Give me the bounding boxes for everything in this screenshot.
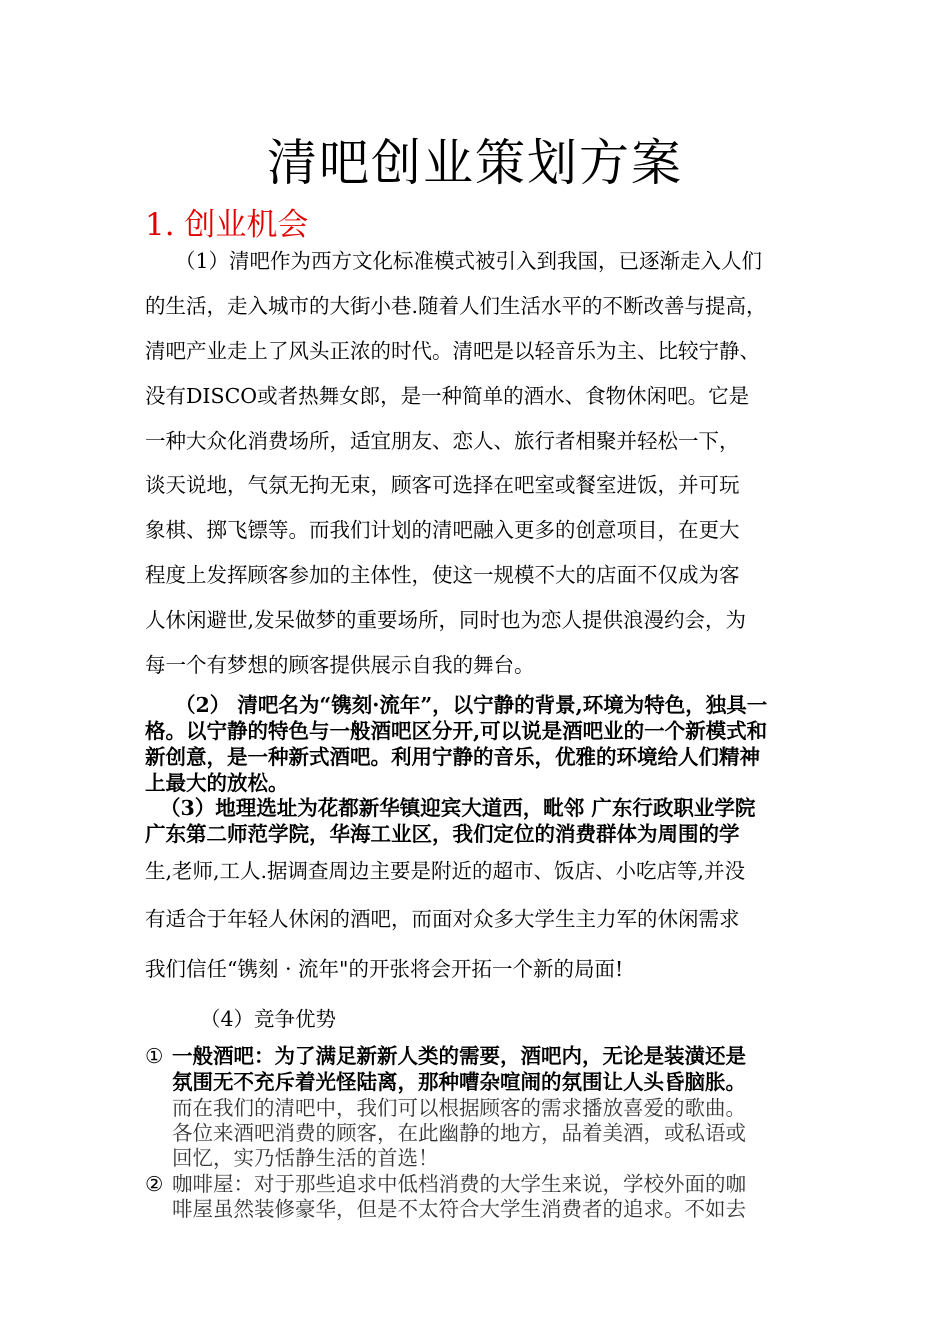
list-item-line: 氛围无不充斥着光怪陆离，那种嘈杂喧闹的氛围让人头昏脑胀。 [172, 1070, 746, 1094]
paragraph-line: （2） 清吧名为“镌刻·流年”，以宁静的背景,环境为特色，独具一 [175, 693, 768, 717]
paragraph-line: 广东第二师范学院，华海工业区，我们定位的消费群体为周围的学 [145, 822, 740, 846]
list-marker: ② [145, 1172, 164, 1196]
paragraph-line: 我们信任“镌刻 · 流年"的开张将会开拓一个新的局面! [145, 957, 624, 981]
paragraph-line: 没有DISCO或者热舞女郎，是一种简单的酒水、食物休闲吧。它是 [145, 384, 750, 408]
list-item-line: 各位来酒吧消费的顾客，在此幽静的地方，品着美酒，或私语或 [172, 1121, 746, 1145]
paragraph-line: 新创意，是一种新式酒吧。利用宁静的音乐，优雅的环境给人们精神 [145, 745, 760, 769]
list-item-line: 啡屋虽然装修豪华，但是不太符合大学生消费者的追求。不如去 [172, 1197, 746, 1221]
list-marker: ① [145, 1044, 164, 1068]
paragraph-line: 程度上发挥顾客参加的主体性，使这一规模不大的店面不仅成为客 [145, 563, 740, 587]
list-item-line: 而在我们的清吧中，我们可以根据顾客的需求播放喜爱的歌曲。 [172, 1096, 746, 1120]
paragraph-line: 人休闲避世,发呆做梦的重要场所，同时也为恋人提供浪漫约会，为 [145, 608, 747, 632]
paragraph-line: 有适合于年轻人休闲的酒吧，而面对众多大学生主力军的休闲需求 [145, 907, 740, 931]
list-item-line: 回忆，实乃恬静生活的首选！ [172, 1146, 439, 1170]
paragraph-line: 清吧产业走上了风头正浓的时代。清吧是以轻音乐为主、比较宁静、 [145, 339, 760, 363]
paragraph-line: 上最大的放松。 [145, 771, 289, 795]
list-item-line: 咖啡屋：对于那些追求中低档消费的大学生来说，学校外面的咖 [172, 1172, 746, 1196]
subheading: （4）竞争优势 [200, 1007, 337, 1031]
paragraph-line: 谈天说地，气氛无拘无束，顾客可选择在吧室或餐室进饭，并可玩 [145, 473, 740, 497]
section-heading: 1. 创业机会 [145, 207, 309, 243]
paragraph-line: 象棋、掷飞镖等。而我们计划的清吧融入更多的创意项目，在更大 [145, 518, 740, 542]
paragraph-line: 的生活，走入城市的大街小巷.随着人们生活水平的不断改善与提高， [145, 294, 767, 318]
paragraph-line: （1）清吧作为西方文化标准模式被引入到我国，已逐渐走入人们 [175, 249, 763, 273]
paragraph-line: 格。以宁静的特色与一般酒吧区分开,可以说是酒吧业的一个新模式和 [145, 719, 768, 743]
document-title: 清吧创业策划方案 [267, 134, 683, 192]
list-item-line: 一般酒吧：为了满足新新人类的需要，酒吧内，无论是装潢还是 [172, 1044, 746, 1068]
paragraph-line: 生,老师,工人.据调查周边主要是附近的超市、饭店、小吃店等,并没 [145, 859, 746, 883]
paragraph-line: 一种大众化消费场所，适宜朋友、恋人、旅行者相聚并轻松一下， [145, 429, 740, 453]
paragraph-line: 每一个有梦想的顾客提供展示自我的舞台。 [145, 653, 535, 677]
paragraph-line: （3）地理选址为花都新华镇迎宾大道西，毗邻 广东行政职业学院 [160, 796, 756, 820]
